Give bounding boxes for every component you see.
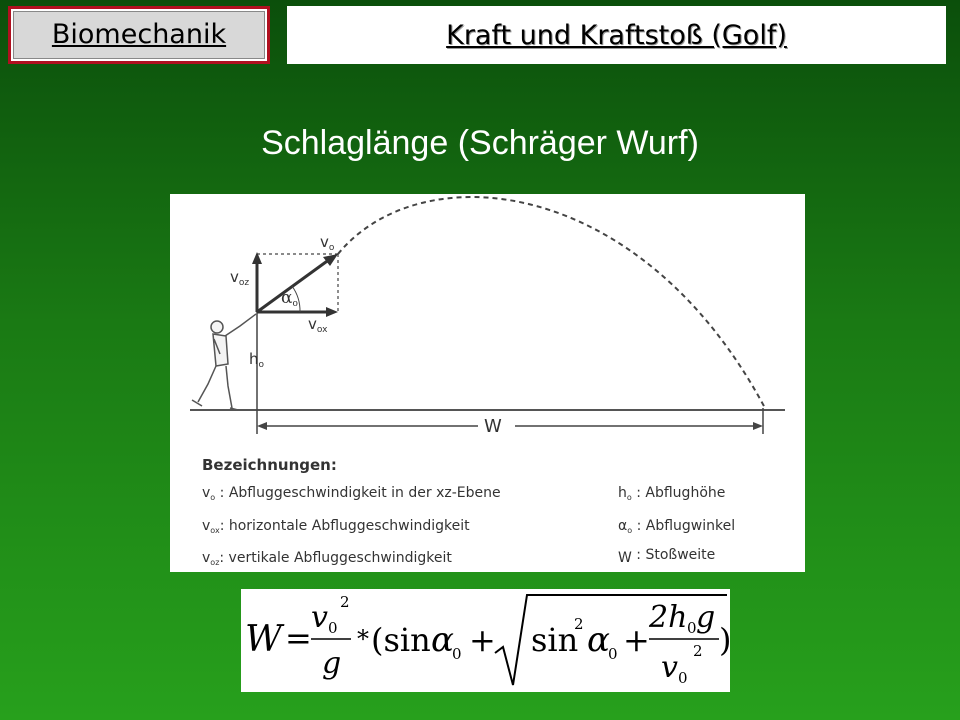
legend-v0: $v_o$ : Abfluggeschwindigkeit in der xz-Ebene xyxy=(202,485,501,502)
slide-title: Kraft und Kraftstoß (Golf) xyxy=(446,19,787,51)
section-tag-label: Biomechanik xyxy=(13,11,265,59)
formula-v0-bottom: $v_0$ xyxy=(661,650,688,687)
legend-vox: $v_{ox}$: horizontale Abfluggeschwindigkeit xyxy=(202,518,470,535)
formula-plus-1: + xyxy=(469,621,496,659)
formula-sqrt xyxy=(495,595,727,685)
formula-v0-top: $v_0$ xyxy=(311,600,338,637)
legend-w: W : Stoßweite xyxy=(618,547,716,566)
formula-plus-2: + xyxy=(623,621,650,659)
formula-alpha-1: α xyxy=(431,620,454,660)
formula-svg xyxy=(241,589,730,692)
slide-subtitle: Schlaglänge (Schräger Wurf) xyxy=(261,124,699,162)
formula-square-top: 2 xyxy=(340,593,350,611)
legend-h0: $h_o$ : Abflughöhe xyxy=(618,485,726,502)
formula-star: * xyxy=(357,625,369,653)
section-tag xyxy=(8,6,270,64)
formula-alpha-sub-2: 0 xyxy=(608,645,618,663)
w-arrowhead-right xyxy=(753,422,763,430)
v0-label: $v_o$ xyxy=(320,233,335,253)
trajectory-figure xyxy=(170,194,805,572)
formula-g-top: g xyxy=(696,600,716,635)
range-formula xyxy=(241,589,730,692)
legend-voz: $v_{oz}$: vertikale Abfluggeschwindigkeit xyxy=(202,550,452,567)
w-label: W xyxy=(484,416,502,437)
formula-alpha-2: α xyxy=(587,620,610,660)
formula-sin-square: 2 xyxy=(574,615,584,633)
legend-title: Bezeichnungen: xyxy=(202,456,337,474)
athlete-figure xyxy=(192,314,256,410)
voz-arrowhead xyxy=(252,252,262,264)
formula-lhs: W xyxy=(245,619,283,660)
vox-arrowhead xyxy=(326,307,338,317)
trajectory-diagram xyxy=(170,194,805,572)
voz-label: $v_{oz}$ xyxy=(230,268,250,288)
formula-eq: = xyxy=(285,619,312,657)
vox-label: $v_{ox}$ xyxy=(308,315,328,335)
formula-open: (sin xyxy=(371,621,431,659)
w-arrowhead-left xyxy=(257,422,267,430)
formula-close: ) xyxy=(719,621,732,659)
formula-alpha-sub-1: 0 xyxy=(452,645,462,663)
title-bar xyxy=(287,6,946,64)
formula-2h: 2h xyxy=(649,600,688,635)
alpha-label: αo xyxy=(281,288,298,309)
formula-g-bottom: g xyxy=(322,646,342,681)
formula-square-bottom: 2 xyxy=(693,642,703,660)
h0-label: $h_o$ xyxy=(249,350,265,370)
formula-sin: sin xyxy=(531,621,579,659)
legend-alpha: $\alpha_o$ : Abflugwinkel xyxy=(618,518,736,535)
trajectory-curve xyxy=(338,197,765,408)
formula-h-sub: 0 xyxy=(687,619,697,637)
